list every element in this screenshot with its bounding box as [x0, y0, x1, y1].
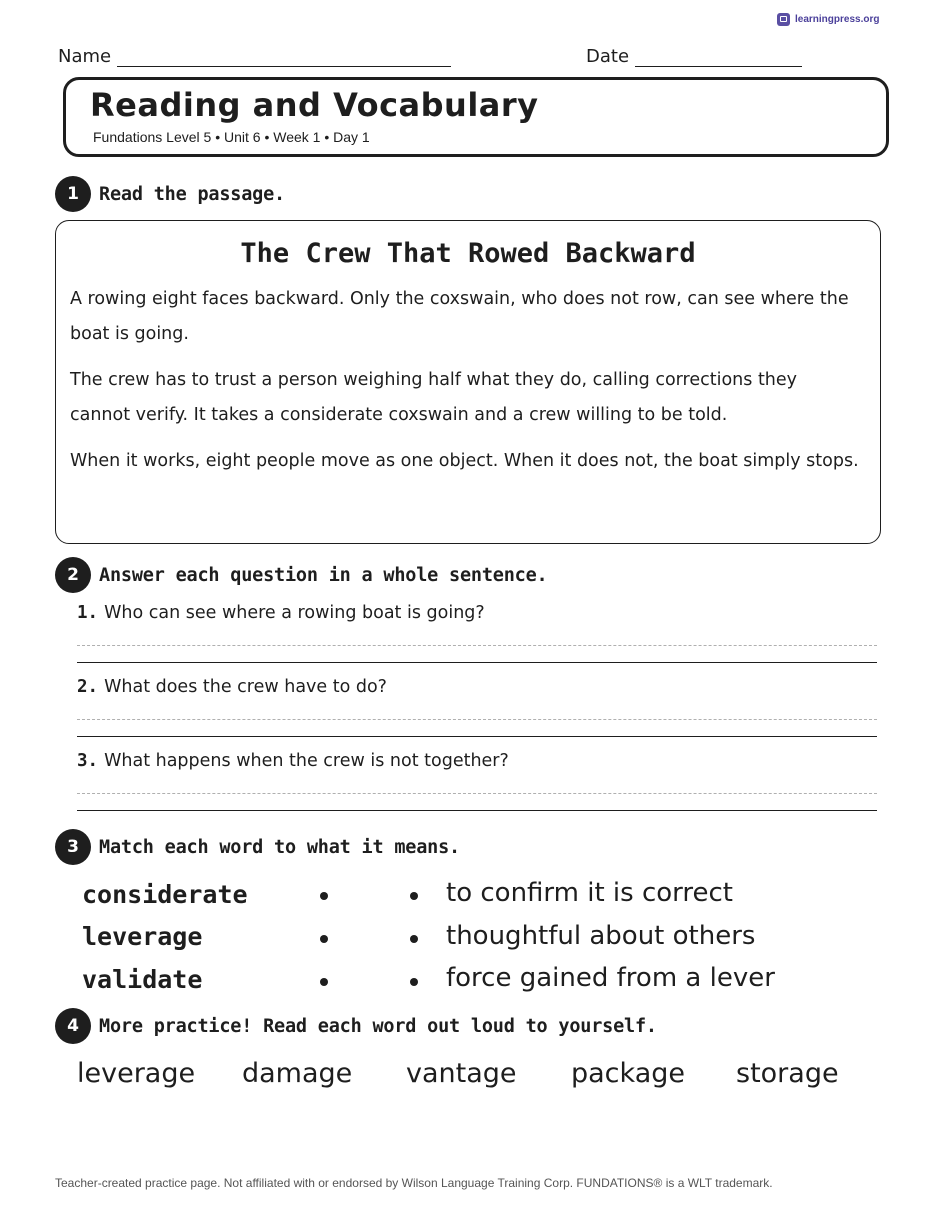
question-3: [77, 751, 509, 771]
match-word: validate: [82, 965, 203, 994]
question-1: [77, 603, 485, 623]
practice-word: package: [571, 1058, 685, 1089]
section-3-heading: [55, 829, 460, 865]
question-text: Who can see where a rowing boat is going?: [104, 603, 485, 623]
match-dot[interactable]: [410, 892, 418, 900]
section-title: More practice! Read each word out loud to yourself.: [99, 1015, 657, 1037]
question-number: 2.: [77, 677, 99, 697]
question-text: What happens when the crew is not together?: [104, 751, 509, 771]
answer-guide-line: [77, 645, 877, 646]
question-2: [77, 677, 387, 697]
book-icon: [777, 13, 790, 26]
section-title: Match each word to what it means.: [99, 836, 460, 858]
section-number: 4: [55, 1008, 91, 1044]
section-number: 2: [55, 557, 91, 593]
section-title: Answer each question in a whole sentence.: [99, 564, 548, 586]
date-line: [635, 46, 802, 67]
practice-word: storage: [736, 1058, 839, 1089]
section-number: 3: [55, 829, 91, 865]
passage-paragraph: The crew has to trust a person weighing half what they do, calling corrections they cannot verify. It takes a considerate coxswain and a crew willing to be told.: [70, 370, 798, 425]
site-label: learningpress.org: [795, 14, 880, 25]
match-dot[interactable]: [320, 978, 328, 986]
section-number: 1: [55, 176, 91, 212]
match-definition: force gained from a lever: [446, 963, 775, 993]
name-line: [117, 46, 451, 67]
section-1-heading: [55, 176, 285, 212]
match-word: leverage: [82, 922, 203, 951]
passage-paragraph: When it works, eight people move as one object. When it does not, the boat simply stops.: [70, 451, 859, 471]
match-dot[interactable]: [410, 978, 418, 986]
passage-paragraph: A rowing eight faces backward. Only the coxswain, who does not row, can see where the boat is going.: [70, 289, 849, 344]
practice-word: leverage: [77, 1058, 196, 1089]
section-2-heading: [55, 557, 547, 593]
answer-line[interactable]: [77, 810, 877, 811]
practice-word: damage: [242, 1058, 353, 1089]
section-4-heading: [55, 1008, 657, 1044]
name-label: Name: [58, 46, 112, 67]
name-field[interactable]: [58, 46, 451, 67]
match-dot[interactable]: [320, 935, 328, 943]
match-dot[interactable]: [320, 892, 328, 900]
answer-line[interactable]: [77, 662, 877, 663]
passage-title: The Crew That Rowed Backward: [240, 238, 696, 269]
question-text: What does the crew have to do?: [104, 677, 387, 697]
match-dot[interactable]: [410, 935, 418, 943]
match-definition: thoughtful about others: [446, 921, 756, 951]
match-definition: to confirm it is correct: [446, 878, 734, 908]
match-word: considerate: [82, 880, 248, 909]
site-badge: [777, 13, 879, 26]
answer-guide-line: [77, 793, 877, 794]
practice-word: vantage: [406, 1058, 517, 1089]
answer-line[interactable]: [77, 736, 877, 737]
answer-guide-line: [77, 719, 877, 720]
page-title: Reading and Vocabulary: [90, 86, 539, 124]
footer-disclaimer: Teacher-created practice page. Not affiliated with or endorsed by Wilson Language Training Corp. FUNDATIONS® is a WLT trademark.: [55, 1176, 773, 1190]
section-title: Read the passage.: [99, 183, 285, 205]
date-label: Date: [586, 46, 630, 67]
question-number: 1.: [77, 603, 99, 623]
date-field[interactable]: [586, 46, 802, 67]
page-subtitle: Fundations Level 5 • Unit 6 • Week 1 • Day 1: [93, 129, 370, 145]
question-number: 3.: [77, 751, 99, 771]
